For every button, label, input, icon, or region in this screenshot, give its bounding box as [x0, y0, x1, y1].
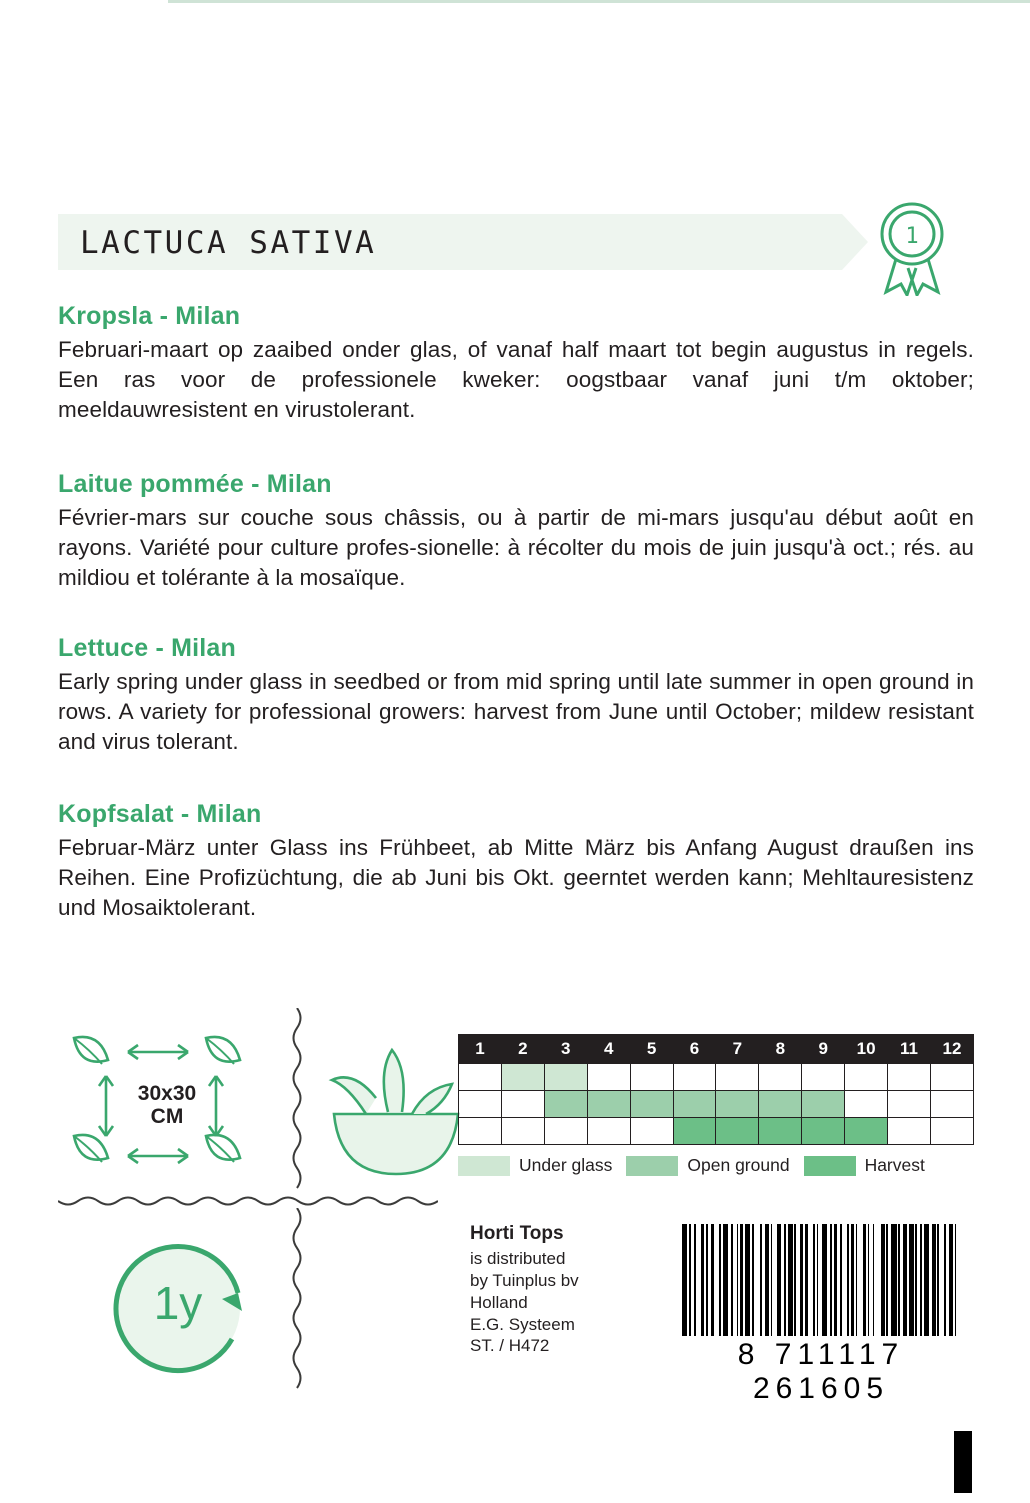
description-block-de [58, 800, 974, 923]
month-header: 9 [802, 1035, 845, 1064]
month-header: 2 [501, 1035, 544, 1064]
lang-body-nl: Februari-maart op zaaibed onder glas, of vanaf half maart tot begin augustus in regels. Een ras voor de professionele kweker: oogstbaar vanaf juni t/m oktober; meeldauwresistent en virustolerant. [58, 337, 974, 422]
species-banner [58, 214, 842, 270]
month-header: 3 [544, 1035, 587, 1064]
barcode [682, 1224, 960, 1406]
lang-title-fr: Laitue pommée - Milan [58, 470, 332, 498]
brand-name: Horti Tops [470, 1223, 564, 1244]
lang-title-en: Lettuce - Milan [58, 634, 237, 662]
legend-swatch-open-ground [626, 1156, 678, 1176]
calendar-row-harvest [459, 1118, 974, 1145]
calendar-header-row [459, 1035, 974, 1064]
page-title: LACTUCA SATIVA [80, 225, 377, 261]
month-header: 1 [459, 1035, 502, 1064]
distributor-line-2: by Tuinplus bv [470, 1271, 579, 1291]
distributor-line-4: E.G. Systeem [470, 1314, 575, 1334]
lang-body-de: Februar-März unter Glass ins Frühbeet, ab Mitte März bis Anfang August draußen ins Reihen. Eine Profizüchtung, die ab Juni bis Okt. geerntet werden kann; Mehltauresistenz und Mosaiktolerant. [58, 835, 974, 920]
calendar-row-open-ground [459, 1091, 974, 1118]
barcode-digits: 8 711117 261605 [737, 1338, 905, 1405]
lifecycle-year-label: 1y [153, 1277, 203, 1329]
calendar-legend [458, 1155, 974, 1176]
distributor-line-5: ST. / H472 [470, 1336, 550, 1356]
legend-item-harvest [804, 1155, 925, 1176]
legend-label-under-glass: Under glass [519, 1155, 613, 1175]
month-header: 5 [630, 1035, 673, 1064]
lang-body-fr: Février-mars sur couche sous châssis, ou à partir de mi-mars jusqu'au début août en rayons. Variété pour culture profes-sionelle: à récolter du mois de juin jusqu'à oct.; rés. au mildiou et tolérante à la mosaïque. [58, 505, 974, 590]
legend-swatch-harvest [804, 1156, 856, 1176]
wavy-divider-vertical-top [290, 1008, 304, 1193]
legend-item-open-ground [626, 1155, 789, 1176]
print-corner-mark [954, 1431, 972, 1493]
legend-item-under-glass [458, 1155, 612, 1176]
sowing-calendar [458, 1034, 974, 1145]
distributor-line-1: is distributed [470, 1249, 566, 1269]
barcode-bars [682, 1224, 960, 1336]
legend-label-open-ground: Open ground [687, 1155, 790, 1175]
svg-text:1: 1 [905, 224, 919, 249]
top-rule [168, 0, 1030, 3]
award-rosette-icon [866, 196, 958, 296]
wavy-divider-horizontal [58, 1194, 438, 1208]
spacing-unit: CM [150, 1105, 184, 1129]
description-block-fr [58, 470, 974, 593]
icon-panel-area [58, 1008, 438, 1388]
distributor-info [470, 1222, 660, 1357]
spacing-distance: 30x30 [137, 1082, 197, 1105]
month-header: 12 [930, 1035, 973, 1064]
month-header: 4 [587, 1035, 630, 1064]
plant-spacing-label [122, 1082, 212, 1128]
legend-swatch-under-glass [458, 1156, 510, 1176]
month-header: 7 [716, 1035, 759, 1064]
calendar-row-under-glass [459, 1064, 974, 1091]
calendar-table [458, 1034, 974, 1145]
description-block-en [58, 634, 974, 757]
description-block-nl [58, 302, 974, 425]
salad-bowl-icon [316, 1028, 476, 1183]
month-header: 10 [845, 1035, 888, 1064]
month-header: 8 [759, 1035, 802, 1064]
legend-label-harvest: Harvest [864, 1155, 925, 1175]
distributor-line-3: Holland [470, 1292, 528, 1312]
lang-title-de: Kopfsalat - Milan [58, 800, 262, 828]
month-header: 6 [673, 1035, 716, 1064]
lang-title-nl: Kropsla - Milan [58, 302, 241, 330]
month-header: 11 [888, 1035, 931, 1064]
lang-body-en: Early spring under glass in seedbed or from mid spring until late summer in open ground in rows. A variety for professional growers: harvest from June until October; mildew resistant and virus tolerant. [58, 669, 974, 754]
wavy-divider-vertical-bottom [290, 1208, 304, 1398]
